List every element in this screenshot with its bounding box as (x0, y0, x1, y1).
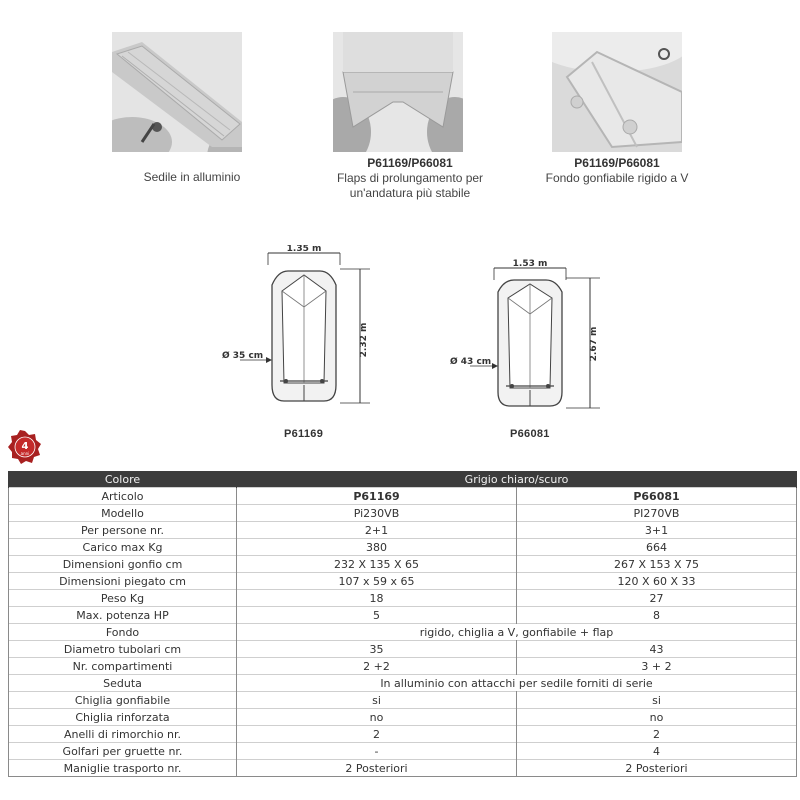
row-value-p61169: 18 (237, 590, 517, 607)
row-value-p66081: 3 + 2 (517, 658, 797, 675)
row-label: Peso Kg (9, 590, 237, 607)
row-label: Seduta (9, 675, 237, 692)
row-label: Fondo (9, 624, 237, 641)
length-label: 2.32 m (359, 322, 369, 358)
row-value-p61169: 2 Posteriori (237, 760, 517, 777)
row-value-p66081: 664 (517, 539, 797, 556)
row-value-p61169: si (237, 692, 517, 709)
row-label: Nr. compartimenti (9, 658, 237, 675)
row-label: Dimensioni gonfio cm (9, 556, 237, 573)
spec-table (8, 471, 797, 777)
table-row (9, 743, 797, 760)
row-label: Per persone nr. (9, 522, 237, 539)
width-label: 1.53 m (512, 259, 548, 269)
caption-text: Fondo gonfiabile rigido a V (545, 171, 689, 185)
row-label: Dimensioni piegato cm (9, 573, 237, 590)
caption-text: Sedile in alluminio (143, 170, 241, 184)
row-value-p66081: 2 (517, 726, 797, 743)
table-row (9, 658, 797, 675)
diameter-label: Ø 35 cm (222, 351, 264, 361)
table-row (9, 556, 797, 573)
row-value-p66081: P66081 (517, 488, 797, 505)
row-value-p61169: 2 (237, 726, 517, 743)
row-value-shared: rigido, chiglia a V, gonfiabile + flap (237, 624, 797, 641)
table-row (9, 726, 797, 743)
row-label: Maniglie trasporto nr. (9, 760, 237, 777)
row-value-shared: In alluminio con attacchi per sedile forniti di serie (237, 675, 797, 692)
row-value-p66081: 120 X 60 X 33 (517, 573, 797, 590)
row-value-p66081: si (517, 692, 797, 709)
row-value-p61169: 2+1 (237, 522, 517, 539)
row-value-p61169: no (237, 709, 517, 726)
row-label: Diametro tubolari cm (9, 641, 237, 658)
row-value-p66081: no (517, 709, 797, 726)
diagram-code-p61169: P61169 (284, 428, 324, 440)
row-value-p61169: 380 (237, 539, 517, 556)
length-label: 2.67 m (589, 326, 599, 362)
table-row (9, 488, 797, 505)
table-row (9, 522, 797, 539)
row-label: Carico max Kg (9, 539, 237, 556)
table-row (9, 505, 797, 522)
photo-inflatable-v-floor (552, 32, 682, 152)
table-row (9, 539, 797, 556)
table-header-row (9, 471, 797, 488)
row-value-p61169: - (237, 743, 517, 760)
caption-text: Flaps di prolungamento per un'andatura più stabile (336, 171, 484, 200)
header-label: Colore (9, 471, 237, 488)
table-row (9, 709, 797, 726)
width-label: 1.35 m (286, 245, 322, 254)
table-row (9, 590, 797, 607)
photo-extension-flaps (333, 32, 463, 152)
table-row (9, 675, 797, 692)
row-value-p61169: 232 X 135 X 65 (237, 556, 517, 573)
badge-word: anni (20, 451, 30, 456)
row-value-p66081: 4 (517, 743, 797, 760)
caption-v-floor (517, 156, 717, 186)
table-row (9, 573, 797, 590)
table-row (9, 641, 797, 658)
header-value: Grigio chiaro/scuro (237, 471, 797, 488)
row-value-p66081: PI270VB (517, 505, 797, 522)
row-label: Modello (9, 505, 237, 522)
boat-diagram-p61169 (220, 245, 380, 410)
table-row (9, 760, 797, 777)
row-value-p61169: 107 x 59 x 65 (237, 573, 517, 590)
row-label: Chiglia rinforzata (9, 709, 237, 726)
row-label: Golfari per gruette nr. (9, 743, 237, 760)
row-label: Chiglia gonfiabile (9, 692, 237, 709)
caption-code: P61169/P66081 (367, 156, 453, 170)
row-value-p61169: P61169 (237, 488, 517, 505)
row-label: Anelli di rimorchio nr. (9, 726, 237, 743)
warranty-badge (8, 430, 42, 464)
row-value-p66081: 43 (517, 641, 797, 658)
row-value-p61169: 2 +2 (237, 658, 517, 675)
diagram-code-p66081: P66081 (510, 428, 550, 440)
row-value-p66081: 3+1 (517, 522, 797, 539)
table-row (9, 624, 797, 641)
badge-number: 4 (21, 441, 29, 452)
row-value-p61169: 5 (237, 607, 517, 624)
row-value-p61169: 35 (237, 641, 517, 658)
caption-extension-flaps (310, 156, 510, 201)
row-value-p61169: Pi230VB (237, 505, 517, 522)
caption-code: P61169/P66081 (574, 156, 660, 170)
table-row (9, 607, 797, 624)
row-value-p66081: 2 Posteriori (517, 760, 797, 777)
row-value-p66081: 267 X 153 X 75 (517, 556, 797, 573)
row-value-p66081: 8 (517, 607, 797, 624)
row-label: Max. potenza HP (9, 607, 237, 624)
diameter-label: Ø 43 cm (450, 357, 492, 367)
photo-aluminium-seat (112, 32, 242, 152)
boat-diagram-p66081 (448, 258, 608, 418)
row-label: Articolo (9, 488, 237, 505)
table-row (9, 692, 797, 709)
row-value-p66081: 27 (517, 590, 797, 607)
caption-aluminium-seat (92, 170, 292, 185)
